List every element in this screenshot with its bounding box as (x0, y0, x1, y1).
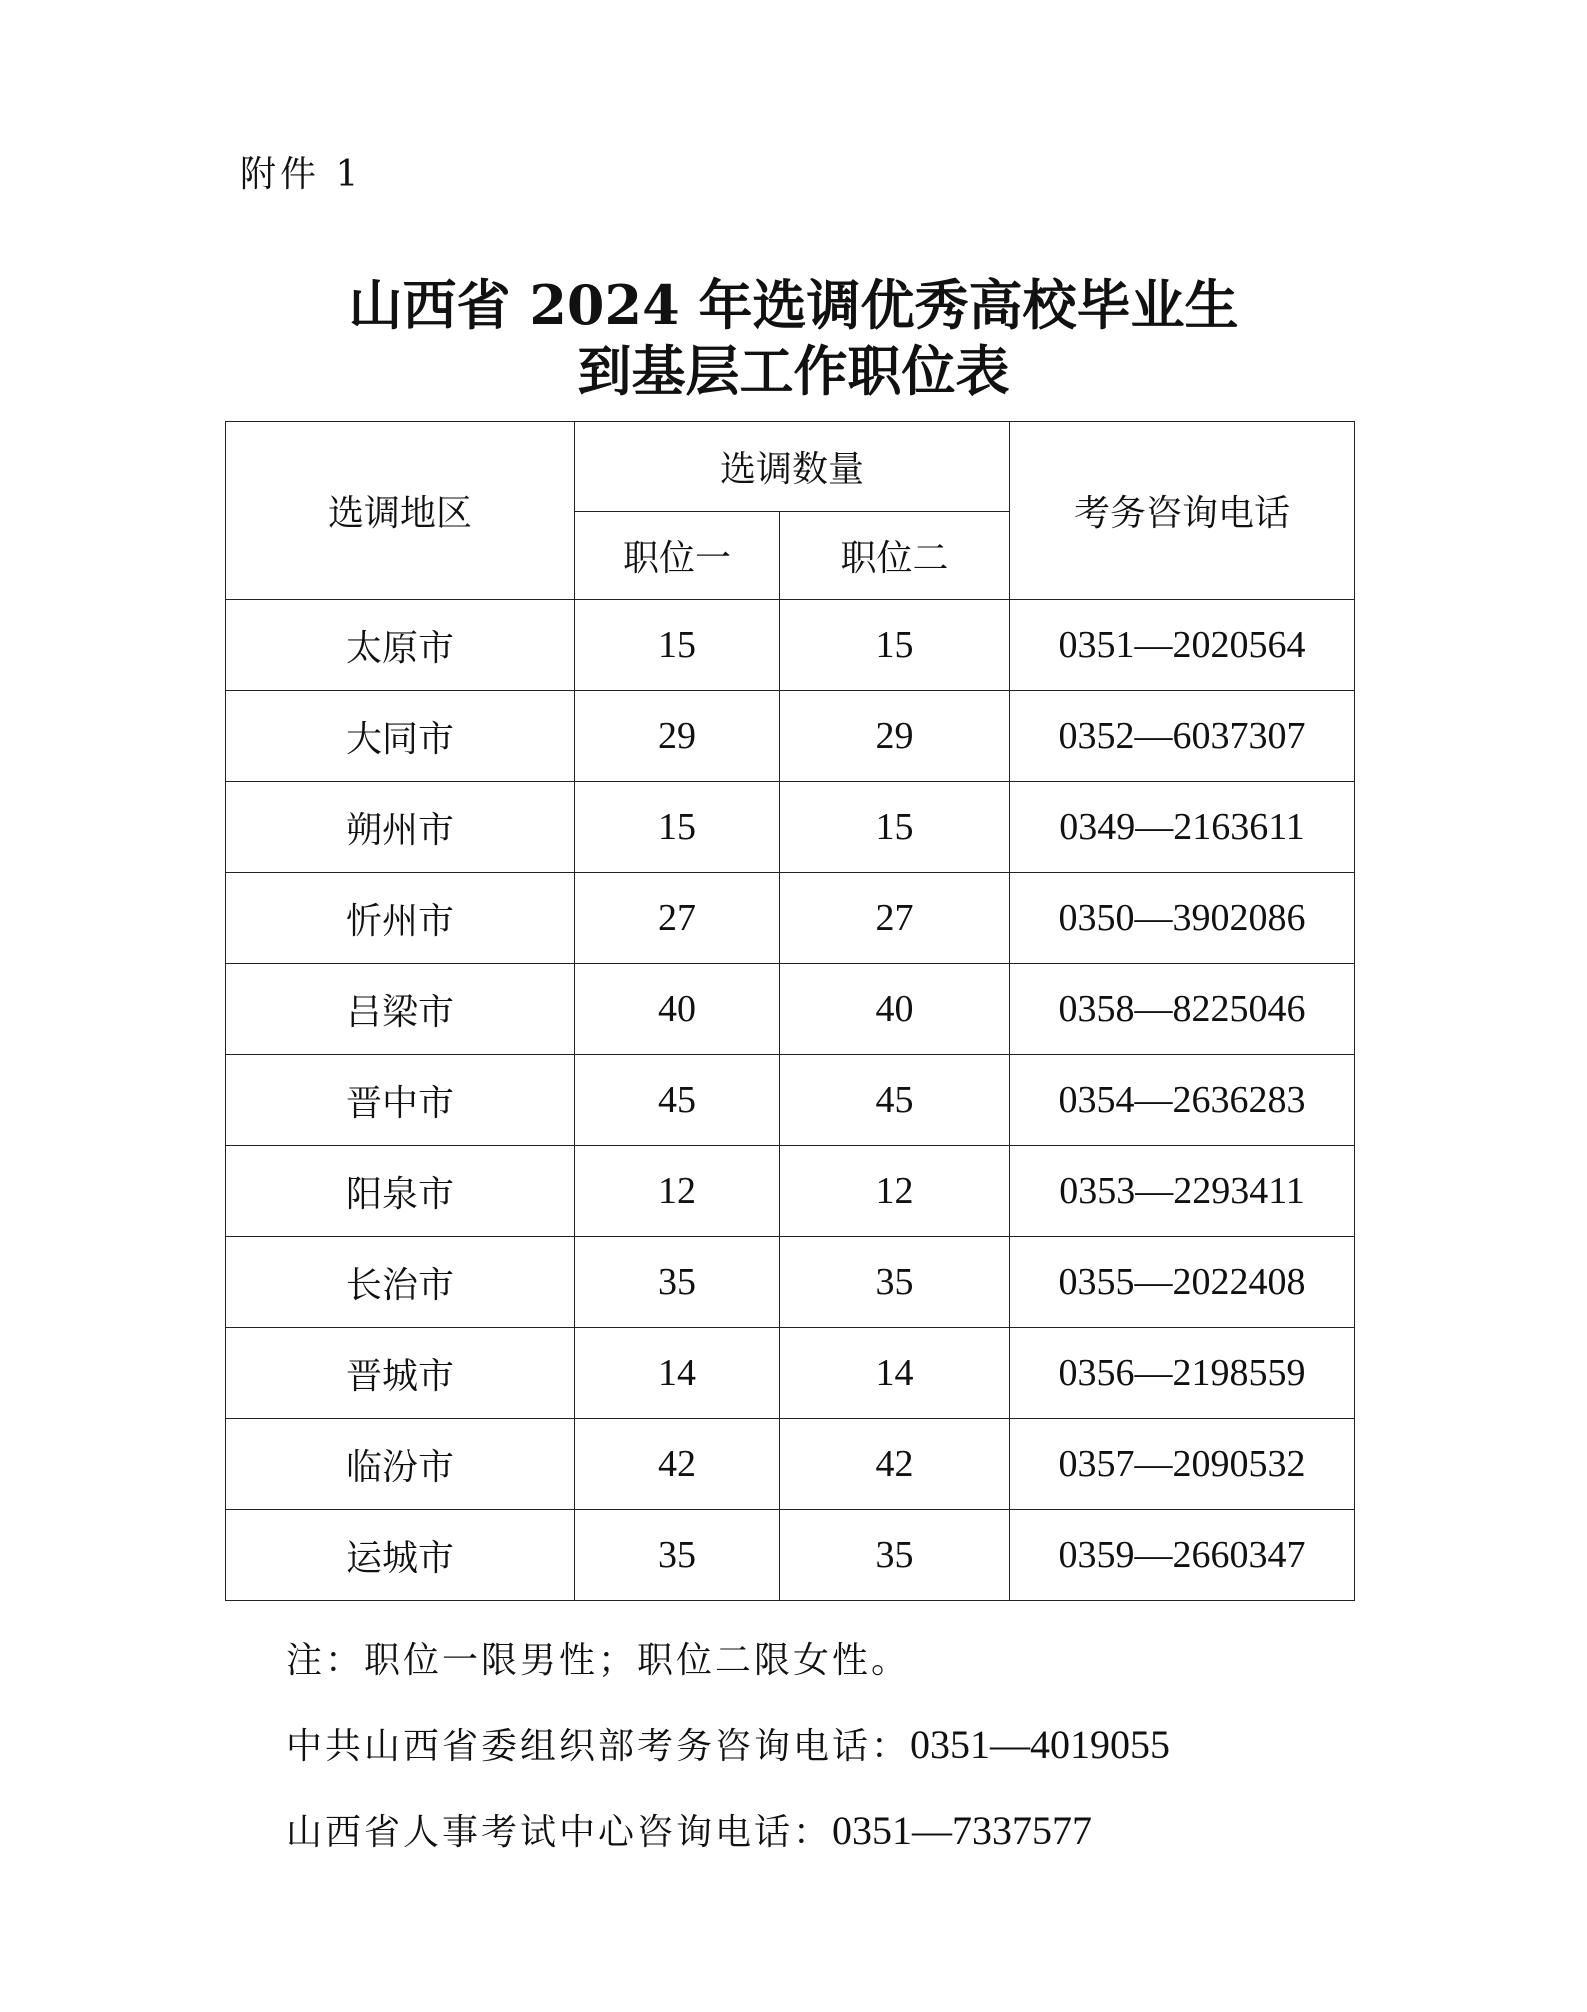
table-row (226, 1146, 1355, 1237)
position-2-cell: 14 (780, 1328, 1010, 1419)
header-quota: 选调数量 (575, 422, 1010, 512)
table-row (226, 1237, 1355, 1328)
region-cell: 临汾市 (226, 1419, 575, 1510)
table-row (226, 1510, 1355, 1601)
position-2-cell: 29 (780, 691, 1010, 782)
phone-cell: 0351—2020564 (1010, 600, 1355, 691)
phone-cell: 0350—3902086 (1010, 873, 1355, 964)
organization-dept-phone-note (286, 1718, 1170, 1769)
header-position-2: 职位二 (780, 512, 1010, 600)
position-2-cell: 15 (780, 782, 1010, 873)
region-cell: 晋中市 (226, 1055, 575, 1146)
position-1-cell: 15 (575, 600, 780, 691)
table-row (226, 1328, 1355, 1419)
header-region: 选调地区 (226, 422, 575, 600)
header-phone: 考务咨询电话 (1010, 422, 1355, 600)
table-row (226, 964, 1355, 1055)
phone-cell: 0353—2293411 (1010, 1146, 1355, 1237)
position-2-cell: 45 (780, 1055, 1010, 1146)
phone-cell: 0354—2636283 (1010, 1055, 1355, 1146)
phone-cell: 0355—2022408 (1010, 1237, 1355, 1328)
region-cell: 朔州市 (226, 782, 575, 873)
position-1-cell: 40 (575, 964, 780, 1055)
phone-cell: 0357—2090532 (1010, 1419, 1355, 1510)
positions-table (225, 421, 1355, 1601)
table-row (226, 1055, 1355, 1146)
organization-dept-phone-number: 0351—4019055 (910, 1722, 1171, 1767)
phone-cell: 0359—2660347 (1010, 1510, 1355, 1601)
phone-cell: 0358—8225046 (1010, 964, 1355, 1055)
position-1-cell: 45 (575, 1055, 780, 1146)
position-1-cell: 27 (575, 873, 780, 964)
gender-restriction-note: 注：职位一限男性；职位二限女性。 (286, 1640, 911, 1681)
table-header-row (226, 422, 1355, 512)
exam-center-phone-number: 0351—7337577 (832, 1808, 1093, 1853)
position-1-cell: 29 (575, 691, 780, 782)
position-1-cell: 35 (575, 1237, 780, 1328)
position-2-cell: 27 (780, 873, 1010, 964)
region-cell: 吕梁市 (226, 964, 575, 1055)
region-cell: 长治市 (226, 1237, 575, 1328)
phone-cell: 0356—2198559 (1010, 1328, 1355, 1419)
position-2-cell: 35 (780, 1510, 1010, 1601)
table-row (226, 782, 1355, 873)
exam-center-phone-label: 山西省人事考试中心咨询电话： (286, 1812, 833, 1853)
table-row (226, 691, 1355, 782)
position-2-cell: 40 (780, 964, 1010, 1055)
table-row (226, 873, 1355, 964)
position-2-cell: 15 (780, 600, 1010, 691)
position-2-cell: 42 (780, 1419, 1010, 1510)
phone-cell: 0349—2163611 (1010, 782, 1355, 873)
table-row (226, 600, 1355, 691)
document-title-line-2: 到基层工作职位表 (577, 339, 1010, 403)
phone-cell: 0352—6037307 (1010, 691, 1355, 782)
position-1-cell: 15 (575, 782, 780, 873)
position-1-cell: 42 (575, 1419, 780, 1510)
position-2-cell: 35 (780, 1237, 1010, 1328)
position-2-cell: 12 (780, 1146, 1010, 1237)
position-1-cell: 14 (575, 1328, 780, 1419)
region-cell: 太原市 (226, 600, 575, 691)
region-cell: 大同市 (226, 691, 575, 782)
region-cell: 晋城市 (226, 1328, 575, 1419)
exam-center-phone-note (286, 1804, 1092, 1855)
position-1-cell: 35 (575, 1510, 780, 1601)
region-cell: 阳泉市 (226, 1146, 575, 1237)
document-title-line-1: 山西省 2024 年选调优秀高校毕业生 (348, 273, 1239, 337)
attachment-label: 附件 1 (240, 154, 363, 195)
region-cell: 忻州市 (226, 873, 575, 964)
position-1-cell: 12 (575, 1146, 780, 1237)
table-row (226, 1419, 1355, 1510)
organization-dept-phone-label: 中共山西省委组织部考务咨询电话： (286, 1726, 911, 1767)
region-cell: 运城市 (226, 1510, 575, 1601)
header-position-1: 职位一 (575, 512, 780, 600)
